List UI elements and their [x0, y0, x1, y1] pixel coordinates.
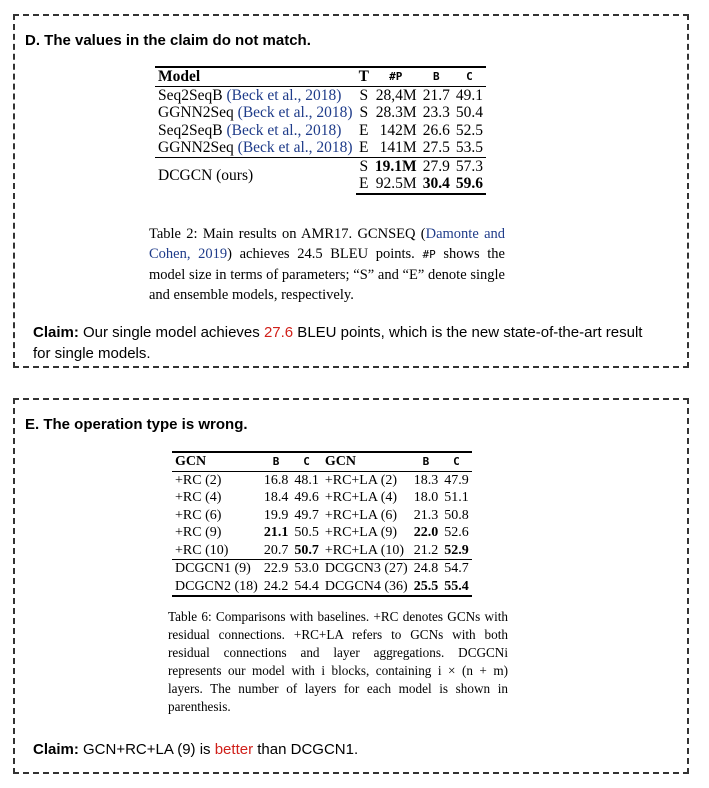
model-name: Seq2SeqB [158, 86, 223, 104]
cell-model: +RC+LA (10) [324, 542, 405, 558]
cell-c: 52.5 [455, 121, 483, 139]
citation-link[interactable]: (Beck et al., 2018) [237, 139, 353, 156]
cell-model: DCGCN4 (36) [322, 578, 411, 597]
claim-text [33, 739, 663, 760]
cell-b: 18.0 [413, 490, 439, 505]
claim-highlight: better [214, 741, 254, 758]
cell-b: 22.9 [261, 560, 292, 578]
caption-text: Table 2: Main results on AMR17. GCNSEQ ( [149, 226, 426, 242]
cell-model: +RC (10) [175, 542, 229, 558]
cell-params: 92.5M [372, 175, 420, 194]
model-name: Seq2SeqB [158, 121, 223, 139]
table-row [172, 489, 472, 507]
table-row [155, 157, 486, 175]
cell-model: +RC (9) [175, 525, 222, 540]
table-row [172, 507, 472, 525]
col-b: B [411, 452, 442, 471]
col-gcn: GCN [172, 452, 261, 471]
claim-part: GCN+RC+LA (9) is [78, 741, 215, 758]
cell-params: 19.1M [372, 157, 420, 175]
panel-d-heading: D. The values in the claim do not match. [25, 32, 311, 49]
cell-t: E [356, 175, 372, 194]
cell-c: 50.5 [294, 525, 319, 540]
table-row [155, 139, 486, 157]
claim-label: Claim: [33, 741, 79, 758]
table-row [172, 560, 472, 578]
cell-t: E [359, 139, 369, 156]
col-t: T [356, 67, 372, 86]
cell-b: 25.5 [411, 578, 442, 597]
col-c: C [441, 452, 472, 471]
cell-b: 27.9 [420, 157, 453, 175]
table-row [172, 578, 472, 597]
table-row [155, 122, 486, 140]
panel-e-heading: E. The operation type is wrong. [25, 416, 248, 433]
cell-b: 16.8 [261, 471, 292, 489]
citation-link[interactable]: Damonte and Cohen, 2019 [149, 226, 506, 262]
citation-link[interactable]: (Beck et al., 2018) [226, 86, 342, 104]
cell-b: 19.9 [263, 507, 289, 523]
caption-text: ) achieves 24.5 BLEU points. [227, 246, 423, 262]
model-name-ours: DCGCN (ours) [155, 157, 356, 194]
cell-c: 51.1 [444, 490, 469, 505]
cell-b: 22.0 [413, 525, 439, 540]
cell-b: 30.4 [420, 175, 453, 194]
table-caption [149, 224, 505, 305]
cell-c: 52.6 [444, 525, 469, 540]
claim-part: Our single model achieves [78, 324, 264, 341]
panel-e [13, 398, 689, 774]
cell-params: 141M [379, 139, 417, 156]
cell-params: 142M [379, 121, 417, 139]
cell-b: 21.2 [413, 542, 439, 558]
cell-t: S [359, 104, 369, 121]
cell-b: 18.3 [411, 471, 442, 489]
claim-part: than DCGCN1. [253, 741, 359, 758]
cell-b: 24.2 [261, 578, 292, 597]
cell-b: 21.1 [263, 525, 289, 540]
cell-b: 18.4 [263, 490, 289, 505]
claim-text [33, 322, 663, 364]
caption-code: #P [422, 248, 436, 261]
cell-c: 49.1 [453, 86, 486, 104]
table-caption: Table 6: Comparisons with baselines. +RC denotes GCNs with residual connections. +RC+LA refers to GCNs with both residual connections and layer aggregations. DCGCNi represents our model with i blocks, containing i × (n + m) layers. The number of layers for each model is shown in parenthesis. [168, 609, 508, 714]
cell-c: 50.4 [455, 104, 483, 121]
cell-model: +RC (6) [175, 507, 222, 523]
cell-c: 47.9 [441, 471, 472, 489]
comparison-table-baselines [172, 451, 472, 597]
cell-b: 26.6 [422, 121, 450, 139]
cell-c: 53.5 [455, 139, 483, 156]
citation-link[interactable]: (Beck et al., 2018) [237, 104, 353, 121]
cell-b: 21.3 [413, 507, 439, 523]
cell-model: +RC+LA (2) [322, 471, 411, 489]
table-row [172, 524, 472, 542]
col-params: #P [372, 67, 420, 86]
results-table-amr17 [155, 66, 486, 195]
table-row [155, 86, 486, 104]
cell-b: 20.7 [263, 542, 289, 558]
cell-c: 55.4 [441, 578, 472, 597]
cell-model: DCGCN1 (9) [172, 560, 261, 578]
col-gcn: GCN [322, 452, 411, 471]
col-b: B [420, 67, 453, 86]
col-model: Model [155, 67, 356, 86]
table-row [172, 542, 472, 560]
cell-b: 24.8 [411, 560, 442, 578]
cell-c: 54.7 [441, 560, 472, 578]
cell-t: S [356, 157, 372, 175]
claim-highlight: 27.6 [263, 324, 294, 341]
citation-link[interactable]: (Beck et al., 2018) [226, 121, 342, 139]
panel-d [13, 14, 689, 368]
cell-b: 23.3 [422, 104, 450, 121]
cell-b: 27.5 [422, 139, 450, 156]
cell-c: 57.3 [453, 157, 486, 175]
cell-params: 28.3M [375, 104, 417, 121]
cell-c: 50.7 [294, 542, 319, 558]
cell-t: E [359, 121, 369, 139]
cell-c: 54.4 [291, 578, 322, 597]
cell-c: 59.6 [453, 175, 486, 194]
cell-model: DCGCN2 (18) [172, 578, 261, 597]
cell-model: +RC+LA (9) [324, 525, 398, 540]
col-c: C [453, 67, 486, 86]
cell-c: 48.1 [291, 471, 322, 489]
cell-model: DCGCN3 (27) [322, 560, 411, 578]
claim-part: BLEU points, which is the new state-of-the-art result for single models. [33, 324, 643, 362]
cell-c: 52.9 [444, 542, 469, 558]
cell-t: S [356, 86, 372, 104]
model-name: GGNN2Seq [158, 139, 234, 156]
cell-params: 28,4M [372, 86, 420, 104]
cell-b: 21.7 [420, 86, 453, 104]
cell-model: +RC (2) [172, 471, 261, 489]
table-row [172, 471, 472, 489]
cell-model: +RC+LA (6) [324, 507, 398, 523]
claim-label: Claim: [33, 324, 79, 341]
model-name: GGNN2Seq [158, 104, 234, 121]
cell-c: 49.6 [294, 490, 319, 505]
caption-text: shows the model size in terms of parameters; “S” and “E” denote single and ensemble models, respectively. [149, 246, 505, 303]
cell-model: +RC+LA (4) [324, 490, 398, 505]
cell-model: +RC (4) [175, 490, 222, 505]
table-row [155, 104, 486, 122]
cell-c: 50.8 [444, 507, 469, 523]
col-c: C [291, 452, 322, 471]
cell-c: 53.0 [291, 560, 322, 578]
col-b: B [261, 452, 292, 471]
cell-c: 49.7 [294, 507, 319, 523]
